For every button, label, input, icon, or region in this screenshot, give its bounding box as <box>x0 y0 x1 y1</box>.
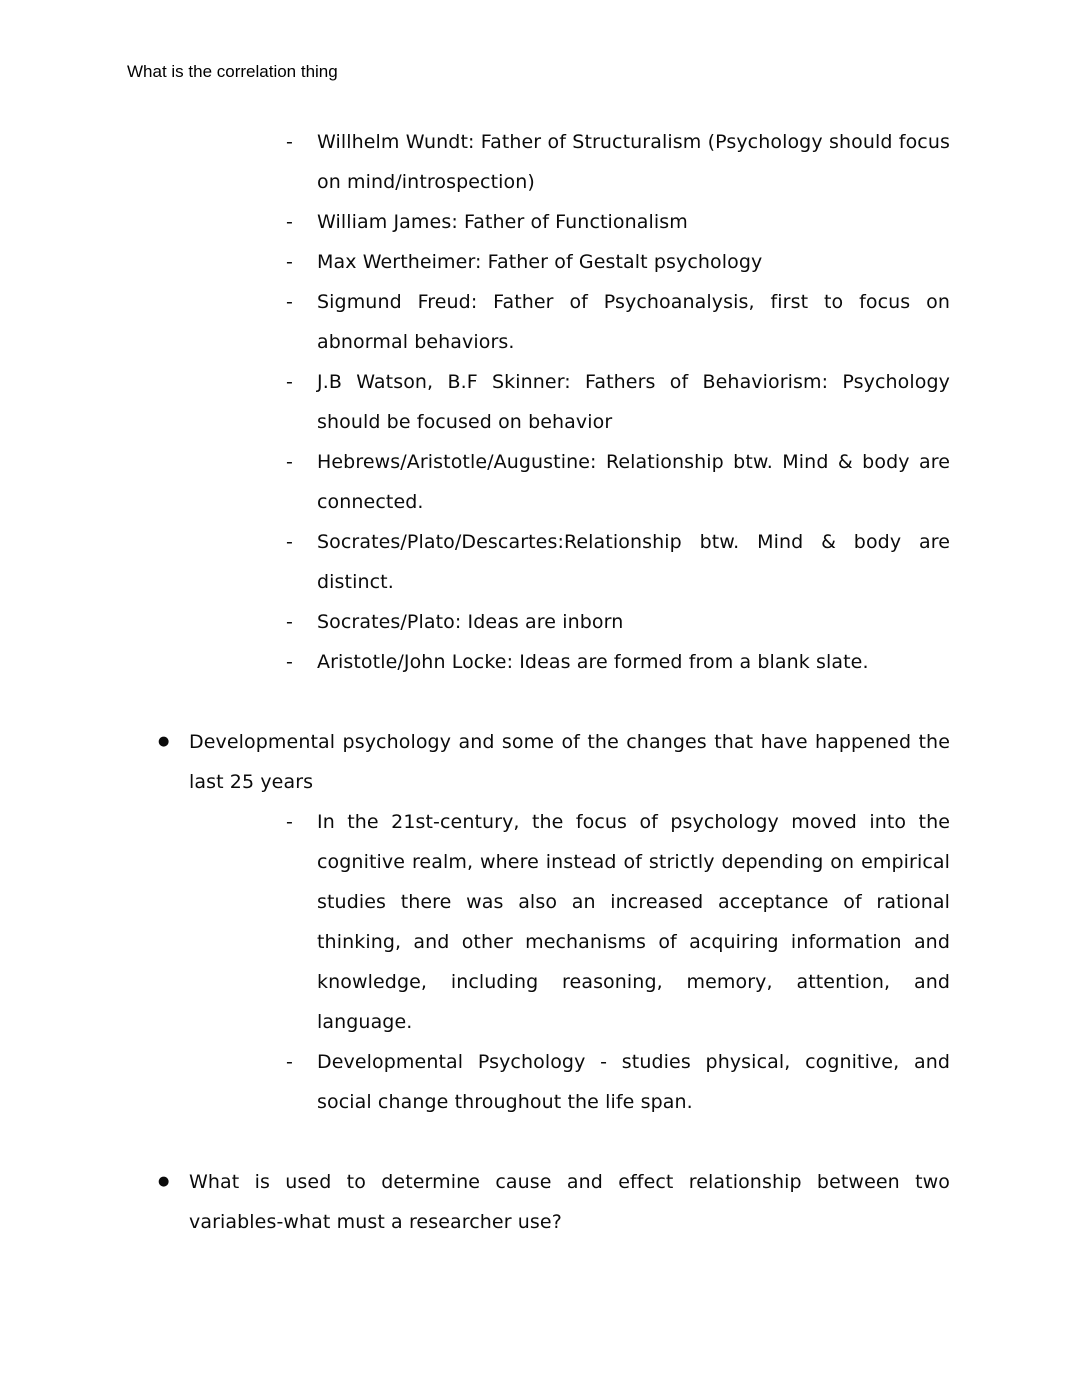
dash-marker: - <box>286 131 293 153</box>
sub-list-item <box>286 1042 950 1122</box>
list-item-text: William James: Father of Functionalism <box>317 211 688 233</box>
list-item <box>286 602 950 642</box>
list-item-text: Sigmund Freud: Father of Psychoanalysis, first to focus on abnormal behaviors. <box>317 291 950 353</box>
notes-body <box>0 122 1080 1242</box>
bullet-item <box>158 1162 950 1242</box>
section-gap <box>0 682 1080 722</box>
list-item <box>286 202 950 242</box>
dash-marker: - <box>286 1051 293 1073</box>
bullet-marker: ● <box>158 734 170 749</box>
document-header: What is the correlation thing <box>127 62 338 81</box>
list-item <box>286 242 950 282</box>
sub-list-item-text: Developmental Psychology - studies physical, cognitive, and social change throughout the life span. <box>317 1051 950 1113</box>
history-dash-list <box>0 122 1080 682</box>
dash-marker: - <box>286 811 293 833</box>
list-item-text: Max Wertheimer: Father of Gestalt psychology <box>317 251 763 273</box>
list-item <box>286 122 950 202</box>
sub-list-item-text: In the 21st-century, the focus of psychology moved into the cognitive realm, where instead of strictly depending on empirical studies there was also an increased acceptance of rational thinking, and other mechanisms of acquiring information and knowledge, including reasoning, memory, attention, and language. <box>317 811 950 1033</box>
list-item-text: Hebrews/Aristotle/Augustine: Relationship btw. Mind & body are connected. <box>317 451 950 513</box>
sub-list-item <box>286 802 950 1042</box>
dash-marker: - <box>286 451 293 473</box>
bullet-item <box>158 722 950 802</box>
dash-marker: - <box>286 611 293 633</box>
section-gap <box>0 1122 1080 1162</box>
list-item <box>286 522 950 602</box>
list-item <box>286 282 950 362</box>
list-item <box>286 642 950 682</box>
developmental-section <box>0 722 1080 1122</box>
dash-marker: - <box>286 371 293 393</box>
list-item <box>286 362 950 442</box>
dash-marker: - <box>286 291 293 313</box>
list-item-text: J.B Watson, B.F Skinner: Fathers of Behaviorism: Psychology should be focused on behavior <box>317 371 950 433</box>
dash-marker: - <box>286 251 293 273</box>
dash-marker: - <box>286 651 293 673</box>
dash-marker: - <box>286 211 293 233</box>
cause-effect-section <box>0 1162 1080 1242</box>
dash-marker: - <box>286 531 293 553</box>
list-item-text: Socrates/Plato/Descartes:Relationship btw. Mind & body are distinct. <box>317 531 950 593</box>
bullet-item-text: What is used to determine cause and effect relationship between two variables-what must a researcher use? <box>189 1171 950 1233</box>
bullet-marker: ● <box>158 1174 170 1189</box>
bullet-item-text: Developmental psychology and some of the changes that have happened the last 25 years <box>189 731 950 793</box>
list-item-text: Socrates/Plato: Ideas are inborn <box>317 611 624 633</box>
list-item-text: Aristotle/John Locke: Ideas are formed from a blank slate. <box>317 651 869 673</box>
list-item <box>286 442 950 522</box>
list-item-text: Willhelm Wundt: Father of Structuralism (Psychology should focus on mind/introspection) <box>317 131 950 193</box>
